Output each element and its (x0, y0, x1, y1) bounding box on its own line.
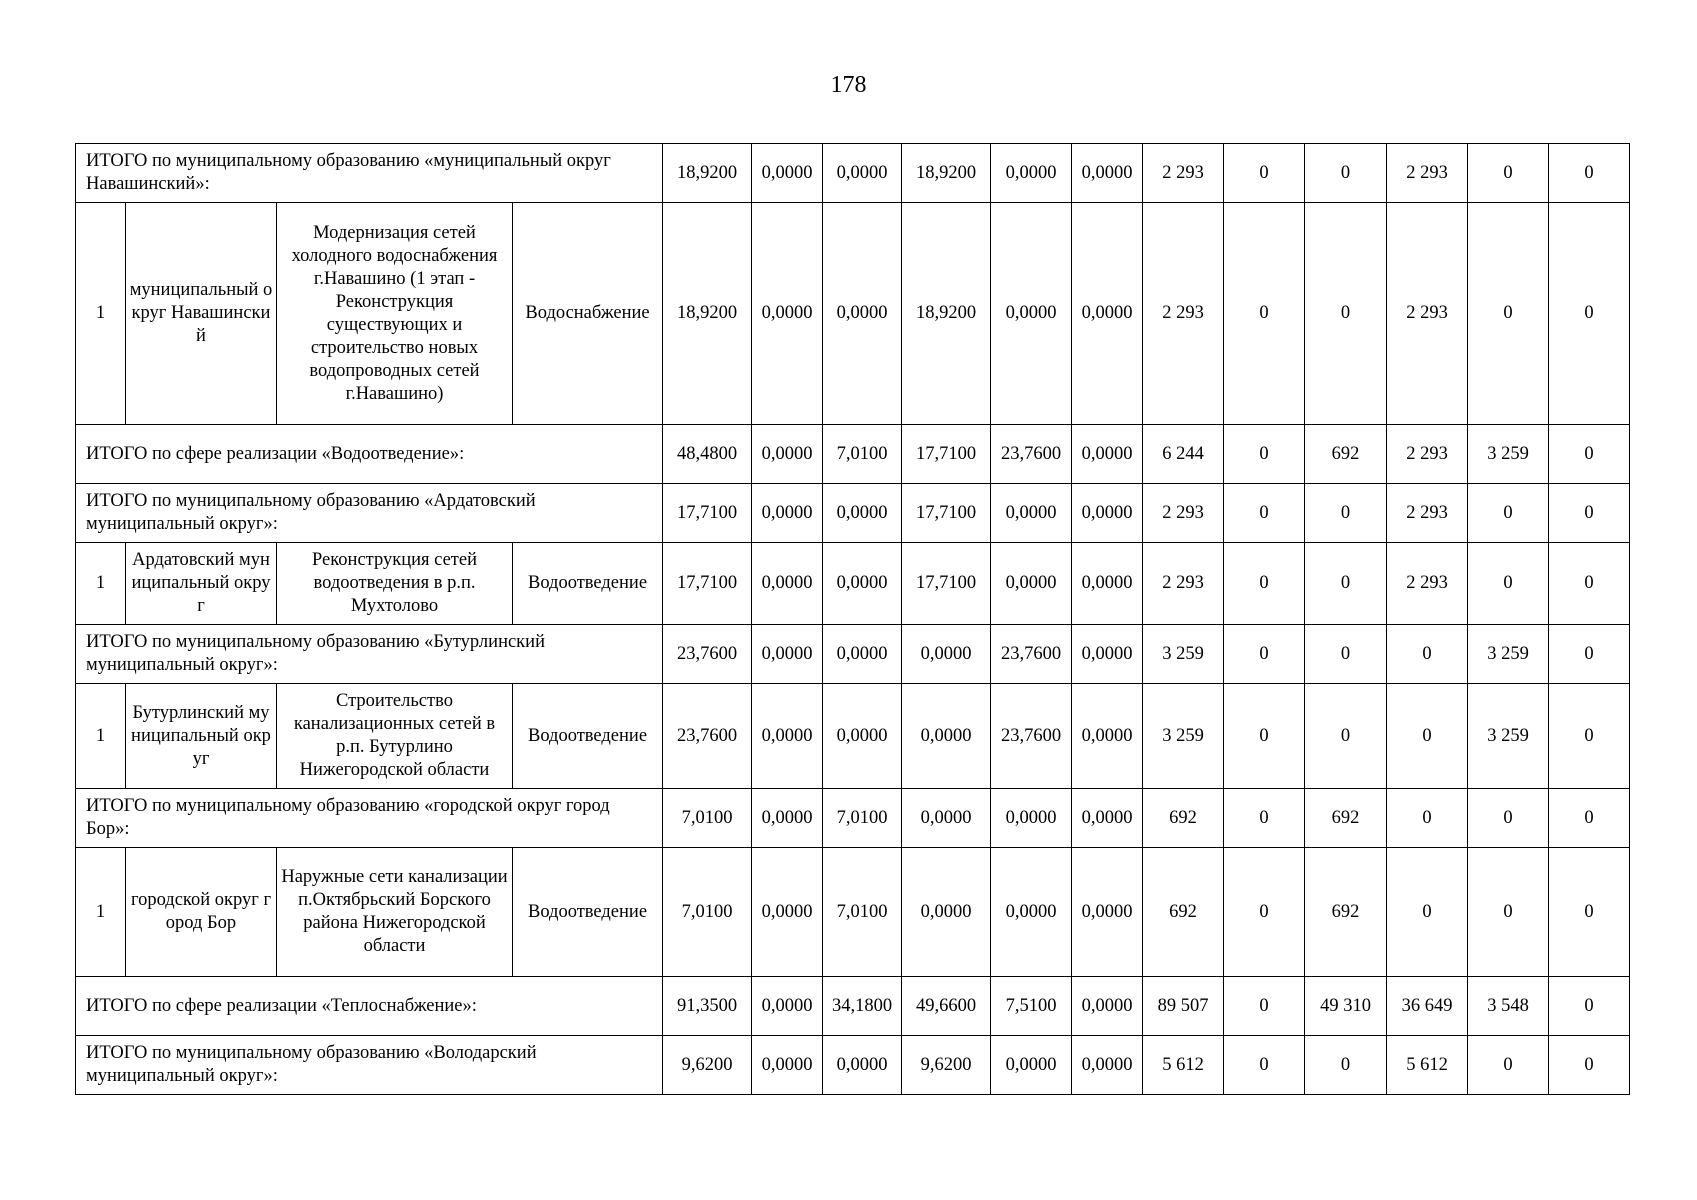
value-cell: 0 (1549, 1036, 1630, 1095)
value-cell: 0,0000 (823, 144, 902, 203)
sphere-cell: Водоснабжение (513, 203, 663, 425)
value-cell: 0,0000 (902, 625, 991, 684)
value-cell: 3 548 (1468, 977, 1549, 1036)
municipality-cell: муниципальный округ Навашинский (126, 203, 277, 425)
value-cell: 17,7100 (663, 484, 752, 543)
value-cell: 0,0000 (823, 543, 902, 625)
value-cell: 0,0000 (752, 203, 823, 425)
value-cell: 0,0000 (1072, 425, 1143, 484)
value-cell: 0 (1224, 484, 1305, 543)
value-cell: 9,6200 (902, 1036, 991, 1095)
value-cell: 0 (1224, 789, 1305, 848)
page-number: 178 (830, 72, 867, 98)
row-number: 1 (76, 203, 126, 425)
project-row (76, 848, 1630, 977)
value-cell: 3 259 (1468, 625, 1549, 684)
investment-table (75, 143, 1630, 1095)
value-cell: 7,0100 (663, 848, 752, 977)
value-cell: 23,7600 (991, 684, 1072, 789)
value-cell: 17,7100 (902, 484, 991, 543)
value-cell: 0,0000 (823, 684, 902, 789)
total-label: ИТОГО по муниципальному образованию «Бутурлинский муниципальный округ»: (76, 625, 663, 684)
value-cell: 0 (1549, 789, 1630, 848)
value-cell: 17,7100 (902, 425, 991, 484)
value-cell: 692 (1143, 789, 1224, 848)
value-cell: 0,0000 (1072, 977, 1143, 1036)
value-cell: 0 (1468, 789, 1549, 848)
value-cell: 2 293 (1387, 144, 1468, 203)
value-cell: 0,0000 (991, 203, 1072, 425)
value-cell: 2 293 (1387, 425, 1468, 484)
value-cell: 2 293 (1387, 484, 1468, 543)
value-cell: 692 (1305, 848, 1387, 977)
value-cell: 0,0000 (752, 1036, 823, 1095)
value-cell: 7,0100 (823, 848, 902, 977)
value-cell: 0,0000 (902, 848, 991, 977)
value-cell: 0 (1468, 848, 1549, 977)
value-cell: 0,0000 (1072, 543, 1143, 625)
value-cell: 692 (1305, 789, 1387, 848)
value-cell: 0,0000 (991, 789, 1072, 848)
value-cell: 3 259 (1468, 684, 1549, 789)
sphere-cell: Водоотведение (513, 684, 663, 789)
value-cell: 2 293 (1387, 203, 1468, 425)
total-label: ИТОГО по муниципальному образованию «городской округ город Бор»: (76, 789, 663, 848)
value-cell: 0 (1387, 625, 1468, 684)
value-cell: 5 612 (1143, 1036, 1224, 1095)
value-cell: 18,9200 (663, 144, 752, 203)
total-row (76, 789, 1630, 848)
project-cell: Строительство канализационных сетей в р.п. Бутурлино Нижегородской области (277, 684, 513, 789)
value-cell: 48,4800 (663, 425, 752, 484)
value-cell: 0,0000 (752, 425, 823, 484)
value-cell: 0,0000 (1072, 684, 1143, 789)
row-number: 1 (76, 543, 126, 625)
value-cell: 0,0000 (823, 203, 902, 425)
value-cell: 23,7600 (663, 625, 752, 684)
value-cell: 2 293 (1143, 543, 1224, 625)
value-cell: 0 (1305, 625, 1387, 684)
value-cell: 36 649 (1387, 977, 1468, 1036)
value-cell: 692 (1305, 425, 1387, 484)
total-label: ИТОГО по муниципальному образованию «Ардатовский муниципальный округ»: (76, 484, 663, 543)
value-cell: 18,9200 (902, 144, 991, 203)
value-cell: 5 612 (1387, 1036, 1468, 1095)
value-cell: 692 (1143, 848, 1224, 977)
value-cell: 0 (1224, 144, 1305, 203)
value-cell: 7,0100 (823, 425, 902, 484)
value-cell: 0 (1305, 684, 1387, 789)
value-cell: 3 259 (1468, 425, 1549, 484)
value-cell: 0 (1549, 203, 1630, 425)
value-cell: 0 (1468, 144, 1549, 203)
total-row (76, 144, 1630, 203)
municipality-cell: Ардатовский муниципальный округ (126, 543, 277, 625)
total-row (76, 425, 1630, 484)
total-row (76, 1036, 1630, 1095)
project-cell: Наружные сети канализации п.Октябрьский Борского района Нижегородской области (277, 848, 513, 977)
value-cell: 2 293 (1387, 543, 1468, 625)
value-cell: 0,0000 (1072, 789, 1143, 848)
value-cell: 0,0000 (1072, 625, 1143, 684)
value-cell: 0,0000 (752, 144, 823, 203)
value-cell: 0,0000 (752, 484, 823, 543)
value-cell: 0 (1549, 543, 1630, 625)
value-cell: 0 (1224, 425, 1305, 484)
value-cell: 0 (1224, 1036, 1305, 1095)
row-number: 1 (76, 684, 126, 789)
sphere-cell: Водоотведение (513, 543, 663, 625)
value-cell: 0 (1387, 684, 1468, 789)
row-number: 1 (76, 848, 126, 977)
value-cell: 49 310 (1305, 977, 1387, 1036)
value-cell: 18,9200 (663, 203, 752, 425)
value-cell: 0,0000 (1072, 1036, 1143, 1095)
value-cell: 49,6600 (902, 977, 991, 1036)
value-cell: 0 (1468, 203, 1549, 425)
value-cell: 0 (1224, 977, 1305, 1036)
value-cell: 3 259 (1143, 625, 1224, 684)
value-cell: 0 (1224, 203, 1305, 425)
value-cell: 0 (1305, 144, 1387, 203)
value-cell: 0,0000 (902, 789, 991, 848)
value-cell: 3 259 (1143, 684, 1224, 789)
value-cell: 0,0000 (752, 977, 823, 1036)
value-cell: 34,1800 (823, 977, 902, 1036)
total-label: ИТОГО по сфере реализации «Теплоснабжение»: (76, 977, 663, 1036)
value-cell: 0,0000 (1072, 144, 1143, 203)
value-cell: 0 (1387, 848, 1468, 977)
value-cell: 0 (1468, 1036, 1549, 1095)
table-body (76, 144, 1630, 1095)
value-cell: 23,7600 (991, 625, 1072, 684)
total-label: ИТОГО по муниципальному образованию «муниципальный округ Навашинский»: (76, 144, 663, 203)
value-cell: 0 (1224, 684, 1305, 789)
value-cell: 0 (1549, 484, 1630, 543)
value-cell: 0,0000 (902, 684, 991, 789)
value-cell: 0,0000 (991, 848, 1072, 977)
value-cell: 23,7600 (663, 684, 752, 789)
value-cell: 0 (1305, 484, 1387, 543)
value-cell: 17,7100 (902, 543, 991, 625)
value-cell: 0,0000 (991, 484, 1072, 543)
project-cell: Модернизация сетей холодного водоснабжения г.Навашино (1 этап - Реконструкция существующих и строительство новых водопроводных сетей г.Навашино) (277, 203, 513, 425)
total-row (76, 977, 1630, 1036)
total-label: ИТОГО по муниципальному образованию «Володарский муниципальный округ»: (76, 1036, 663, 1095)
value-cell: 0,0000 (1072, 484, 1143, 543)
value-cell: 7,5100 (991, 977, 1072, 1036)
value-cell: 7,0100 (823, 789, 902, 848)
value-cell: 0 (1549, 684, 1630, 789)
value-cell: 0 (1468, 484, 1549, 543)
value-cell: 2 293 (1143, 144, 1224, 203)
value-cell: 0 (1549, 977, 1630, 1036)
value-cell: 91,3500 (663, 977, 752, 1036)
value-cell: 0 (1549, 425, 1630, 484)
sphere-cell: Водоотведение (513, 848, 663, 977)
total-label: ИТОГО по сфере реализации «Водоотведение»: (76, 425, 663, 484)
value-cell: 0 (1224, 848, 1305, 977)
value-cell: 7,0100 (663, 789, 752, 848)
value-cell: 0,0000 (752, 848, 823, 977)
project-cell: Реконструкция сетей водоотведения в р.п. Мухтолово (277, 543, 513, 625)
project-row (76, 543, 1630, 625)
value-cell: 6 244 (1143, 425, 1224, 484)
value-cell: 0,0000 (991, 144, 1072, 203)
value-cell: 9,6200 (663, 1036, 752, 1095)
value-cell: 0 (1549, 848, 1630, 977)
value-cell: 0,0000 (823, 484, 902, 543)
value-cell: 0,0000 (991, 543, 1072, 625)
value-cell: 0,0000 (1072, 203, 1143, 425)
value-cell: 0,0000 (752, 543, 823, 625)
value-cell: 18,9200 (902, 203, 991, 425)
municipality-cell: городской округ город Бор (126, 848, 277, 977)
value-cell: 0,0000 (823, 625, 902, 684)
value-cell: 0,0000 (752, 684, 823, 789)
value-cell: 17,7100 (663, 543, 752, 625)
total-row (76, 484, 1630, 543)
value-cell: 0 (1305, 203, 1387, 425)
value-cell: 0 (1305, 543, 1387, 625)
value-cell: 89 507 (1143, 977, 1224, 1036)
value-cell: 2 293 (1143, 484, 1224, 543)
value-cell: 0 (1224, 625, 1305, 684)
municipality-cell: Бутурлинский муниципальный округ (126, 684, 277, 789)
value-cell: 0,0000 (752, 789, 823, 848)
value-cell: 0 (1549, 144, 1630, 203)
value-cell: 2 293 (1143, 203, 1224, 425)
value-cell: 0,0000 (752, 625, 823, 684)
project-row (76, 684, 1630, 789)
value-cell: 0,0000 (991, 1036, 1072, 1095)
value-cell: 0,0000 (823, 1036, 902, 1095)
value-cell: 0 (1468, 543, 1549, 625)
value-cell: 23,7600 (991, 425, 1072, 484)
value-cell: 0 (1549, 625, 1630, 684)
value-cell: 0 (1224, 543, 1305, 625)
total-row (76, 625, 1630, 684)
project-row (76, 203, 1630, 425)
value-cell: 0,0000 (1072, 848, 1143, 977)
value-cell: 0 (1387, 789, 1468, 848)
value-cell: 0 (1305, 1036, 1387, 1095)
